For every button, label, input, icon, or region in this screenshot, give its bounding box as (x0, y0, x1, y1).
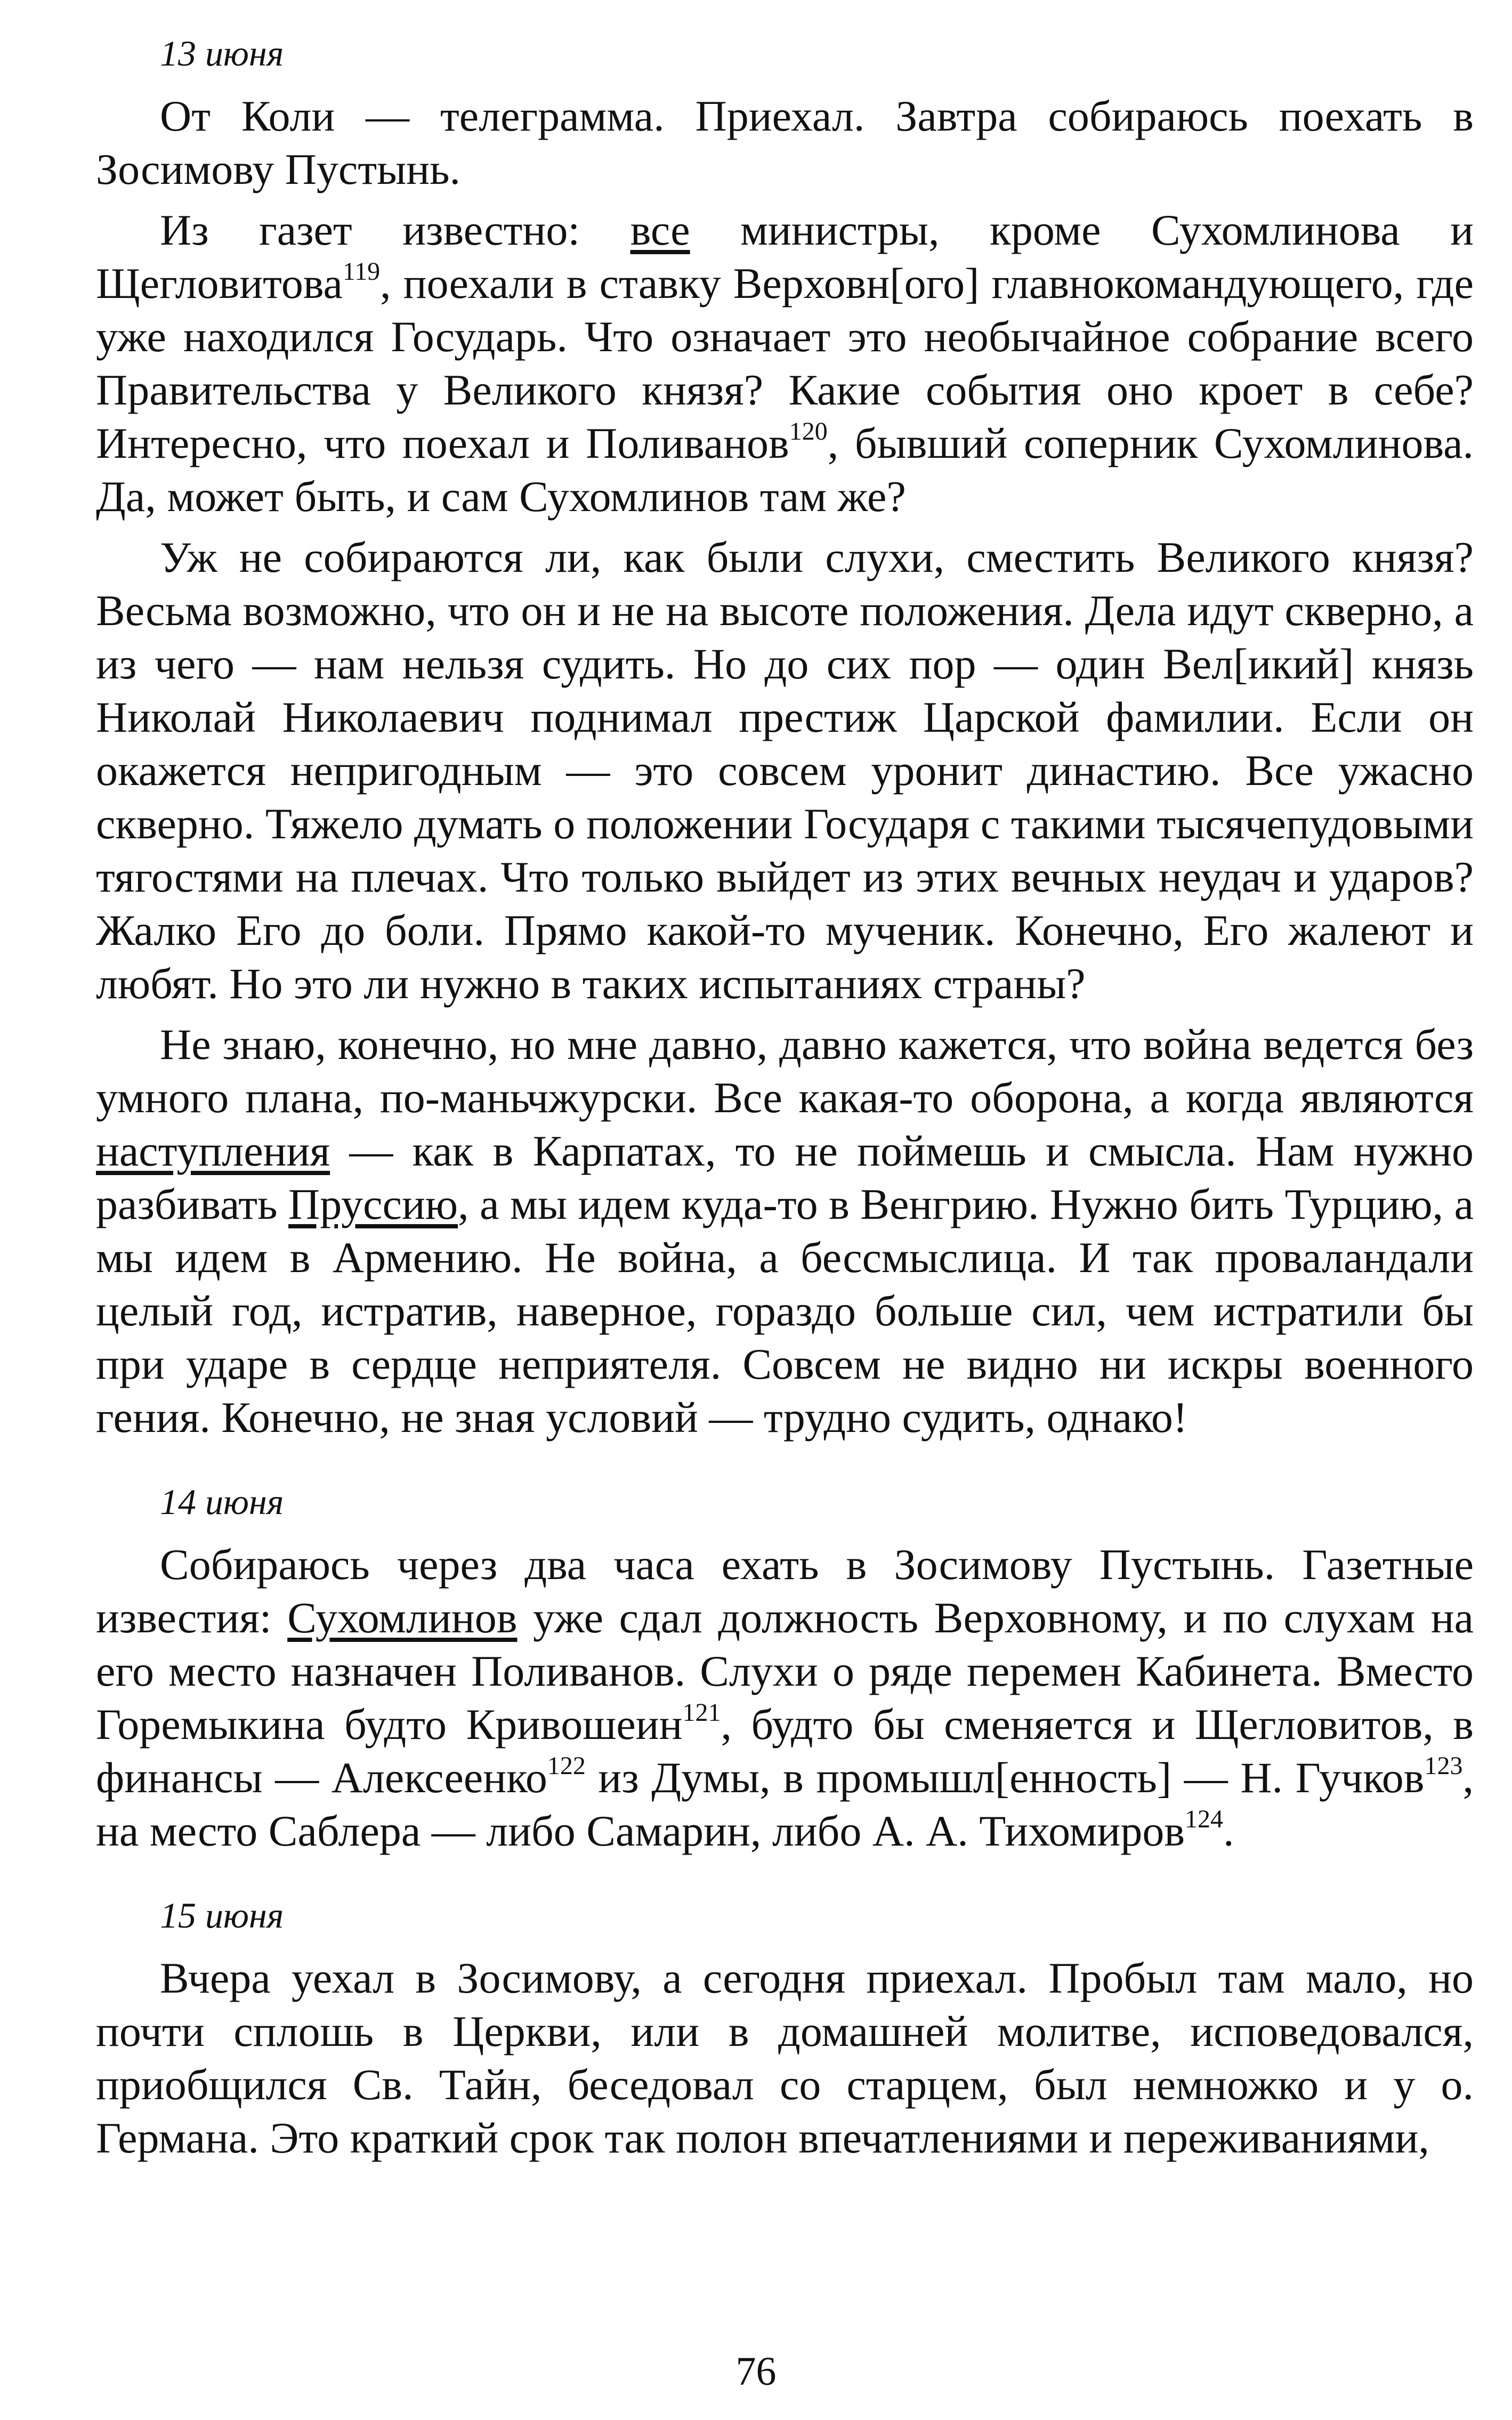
diary-entry (96, 1883, 1474, 2165)
text-segment: , поехали в ставку Верховн[ого] главнокомандующего, где уже находился Государь. Что означает это необычайное собрание всего Правительства у Великого князя? Какие события оно кроет в себе? Интересно, что поехал и Поливанов (96, 259, 1474, 467)
footnote-ref: 123 (1424, 1752, 1463, 1780)
footnote-ref: 119 (342, 257, 381, 286)
paragraph (96, 1538, 1474, 1858)
entry-date: 13 июня (160, 33, 284, 74)
text-segment: , будто бы сменяется и Щегловитов, в финансы — Алексеенко (96, 1700, 1474, 1802)
entry-date: 14 июня (160, 1482, 284, 1522)
footnote-ref: 120 (789, 417, 828, 446)
underlined-word: все (630, 206, 690, 254)
underlined-word: наступления (96, 1127, 330, 1175)
text-segment: , бывший соперник Сухомлинова. Да, может быть, и сам Сухомлинов там же? (96, 419, 1474, 521)
paragraph (96, 1018, 1474, 1444)
footnote-ref: 124 (1185, 1805, 1224, 1833)
text-segment: министры, кроме Сухомлинова и Щегловитова (96, 206, 1474, 307)
text-segment: уже сдал должность Верховному, и по слухам на его место назначен Поливанов. Слухи о ряде перемен Кабинета. Вместо Горемыкина будто Кривошеин (96, 1593, 1474, 1749)
text-segment: , а мы идем куда-то в Венгрию. Нужно бить Турцию, а мы идем в Армению. Не война, а бессмыслица. И так проваландали целый год, истратив, наверное, гораздо больше сил, чем истратили бы при ударе в сердце неприятеля. Совсем не видно ни искры военного гения. Конечно, не зная условий — трудно судить, однако! (96, 1180, 1474, 1442)
footnote-ref: 121 (682, 1698, 721, 1727)
text-segment: Из газет известно: (160, 206, 630, 254)
underlined-word: Сухомлинов (287, 1593, 518, 1642)
underlined-word: Пруссию (288, 1180, 458, 1228)
paragraph: Уж не собираются ли, как были слухи, сместить Великого князя? Весьма возможно, что он и не на высоте положения. Дела идут скверно, а из чего — нам нельзя судить. Но до сих пор — один Вел[икий] князь Николай Николаевич поднимал престиж Царской фамилии. Если он окажется непригодным — это совсем уронит династию. Все ужасно скверно. Тяжело думать о положении Государя с такими тысячепудовыми тягостями на плечах. Что только выйдет из этих вечных неудач и ударов? Жалко Его до боли. Прямо какой-то мученик. Конечно, Его жалеют и любят. Но это ли нужно в таких испытаниях страны? (96, 533, 1474, 1008)
paragraph: От Коли — телеграмма. Приехал. Завтра собираюсь поехать в Зосимову Пустынь. (96, 92, 1474, 193)
text-segment: Не знаю, конечно, но мне давно, давно кажется, что война ведется без умного плана, по-маньчжурски. Все какая-то оборона, а когда являются (96, 1020, 1474, 1122)
text-segment: из Думы, в промышл[енность] — Н. Гучков (585, 1753, 1425, 1802)
text-segment: Собираюсь через два часа ехать в Зосимову Пустынь. Газетные известия: (96, 1540, 1474, 1642)
paragraph: Вчера уехал в Зосимову, а сегодня приехал. Пробыл там мало, но почти сплошь в Церкви, или в домашней молитве, исповедовался, приобщился Св. Тайн, беседовал со старцем, был немножко и у о. Германа. Это краткий срок так полон впечатлениями и переживаниями, (96, 1954, 1474, 2162)
footnote-ref: 122 (547, 1752, 586, 1780)
page (96, 21, 1474, 2165)
paragraph (96, 204, 1474, 523)
diary-entry (96, 1470, 1474, 1858)
page-number: 76 (735, 2349, 777, 2394)
text-segment: — как в Карпатах, то не поймешь и смысла. Нам нужно разбивать (96, 1127, 1474, 1228)
text-segment: . (1223, 1807, 1234, 1855)
text-segment: , на место Саблера — либо Самарин, либо А. А. Тихомиров (96, 1753, 1474, 1855)
diary-entry (96, 21, 1474, 1444)
entry-date: 15 июня (160, 1895, 284, 1936)
